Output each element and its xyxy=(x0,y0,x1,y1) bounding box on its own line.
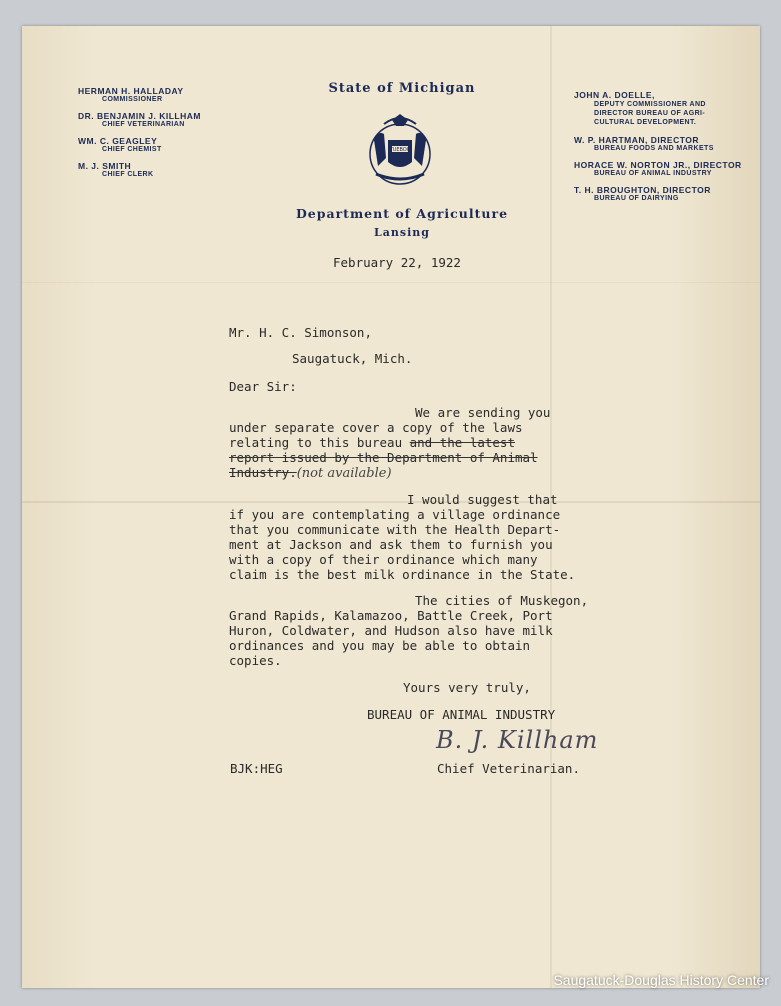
salutation: Dear Sir: xyxy=(229,379,297,394)
paragraph-3-line: ordinances and you may be able to obtain xyxy=(229,638,531,653)
paragraph-1-line-mixed xyxy=(229,435,515,451)
state-heading: State of Michigan xyxy=(328,81,476,96)
signature: B. J. Killham xyxy=(436,726,599,754)
staff-title: BUREAU FOODS AND MARKETS xyxy=(594,145,714,152)
staff-name: WM. C. GEAGLEY xyxy=(78,136,158,146)
staff-name: DR. BENJAMIN J. KILLHAM xyxy=(78,111,201,121)
paragraph-2-line: that you communicate with the Health Depart- xyxy=(229,522,561,537)
staff-title: CHIEF VETERINARIAN xyxy=(102,121,185,128)
paragraph-2-line: I would suggest that xyxy=(407,492,558,507)
paragraph-3-line: Grand Rapids, Kalamazoo, Battle Creek, Port xyxy=(229,608,553,623)
bureau-name: BUREAU OF ANIMAL INDUSTRY xyxy=(367,707,556,722)
letterhead-left-staff xyxy=(78,86,201,186)
handwritten-note: (not available) xyxy=(296,466,392,481)
struck-text: Industry. xyxy=(229,465,297,480)
paragraph-2-line: if you are contemplating a village ordinance xyxy=(229,507,561,522)
department-heading: Department of Agriculture xyxy=(295,206,509,221)
letter-page xyxy=(22,26,760,988)
staff-title: CHIEF CLERK xyxy=(102,171,154,178)
struck-text: report issued by the Department of Animal xyxy=(229,450,538,465)
staff-name: M. J. SMITH xyxy=(78,161,132,171)
paragraph-1-line: We are sending you xyxy=(415,405,551,420)
staff-name: HERMAN H. HALLADAY xyxy=(78,86,184,96)
closing: Yours very truly, xyxy=(403,680,531,695)
paragraph-1-text: relating to this bureau xyxy=(229,435,410,450)
staff-name: T. H. BROUGHTON, DIRECTOR xyxy=(574,185,711,195)
letter-date: February 22, 1922 xyxy=(333,255,461,270)
state-seal-icon xyxy=(362,110,438,190)
recipient-city: Saugatuck, Mich. xyxy=(292,351,413,366)
watermark: Saugatuck-Douglas History Center xyxy=(553,972,769,988)
letterhead-right-staff xyxy=(574,90,744,210)
paragraph-1-line: under separate cover a copy of the laws xyxy=(229,420,523,435)
staff-title: DEPUTY COMMISSIONER AND DIRECTOR BUREAU OF AGRI-CULTURAL DEVELOPMENT. xyxy=(594,101,706,126)
fold-crease-horizontal xyxy=(22,501,760,503)
paragraph-3-line: copies. xyxy=(229,653,282,668)
paragraph-1-line-mixed xyxy=(229,465,392,482)
paragraph-2-line: ment at Jackson and ask them to furnish you xyxy=(229,537,553,552)
paragraph-3-line: Huron, Coldwater, and Hudson also have milk xyxy=(229,623,553,638)
staff-title: BUREAU OF ANIMAL INDUSTRY xyxy=(594,170,712,177)
staff-name: W. P. HARTMAN, DIRECTOR xyxy=(574,135,699,145)
signer-title: Chief Veterinarian. xyxy=(437,761,580,776)
paragraph-3-line: The cities of Muskegon, xyxy=(415,593,589,608)
typist-initials: BJK:HEG xyxy=(230,761,283,776)
staff-name: JOHN A. DOELLE, xyxy=(574,90,655,100)
staff-name: HORACE W. NORTON JR., DIRECTOR xyxy=(574,160,742,170)
city-heading: Lansing xyxy=(374,226,430,239)
staff-title: COMMISSIONER xyxy=(102,96,163,103)
staff-title: CHIEF CHEMIST xyxy=(102,146,162,153)
recipient-name: Mr. H. C. Simonson, xyxy=(229,325,372,340)
struck-text: and the latest xyxy=(409,435,515,450)
fold-crease-upper xyxy=(22,282,760,283)
seal-motto: TUEBOR xyxy=(389,147,411,153)
paragraph-2-line: with a copy of their ordinance which many xyxy=(229,552,538,567)
paragraph-2-line: claim is the best milk ordinance in the State. xyxy=(229,567,576,582)
staff-title: BUREAU OF DAIRYING xyxy=(594,195,679,202)
